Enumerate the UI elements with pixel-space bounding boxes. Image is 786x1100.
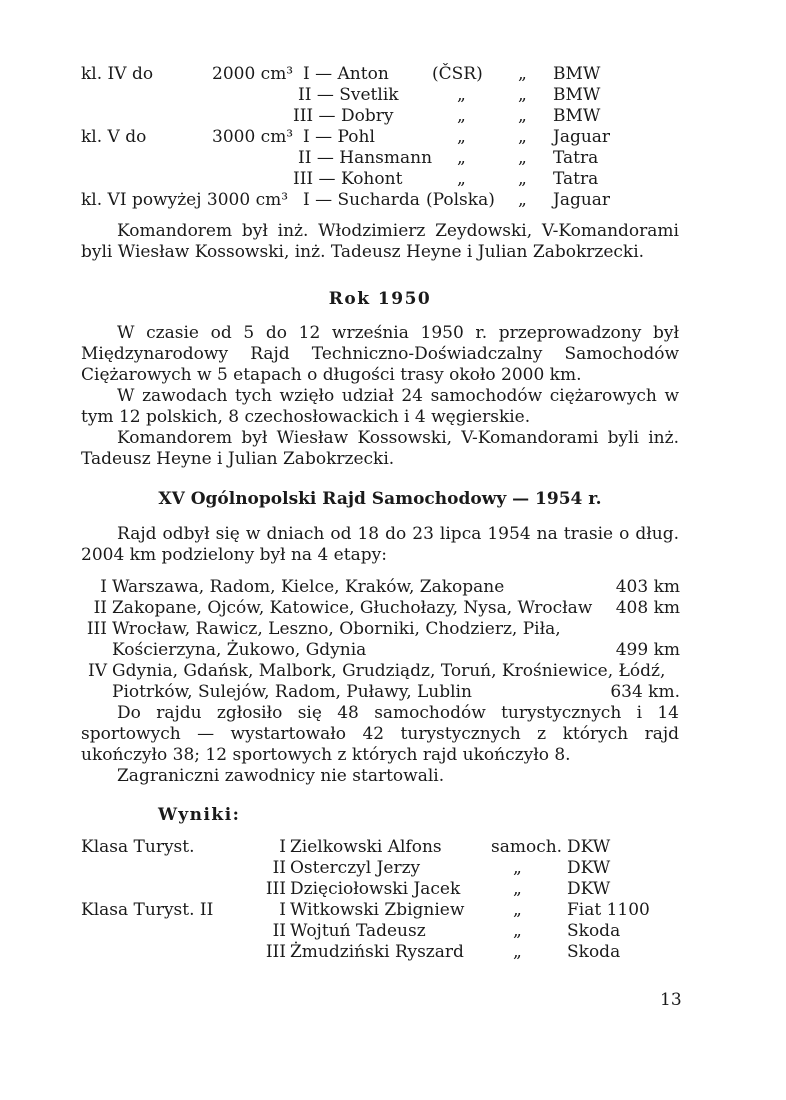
stage-distance: 499 km [615,640,680,660]
class-label: kl. IV do [81,64,154,84]
section-1954-body [81,703,679,787]
results-car: DKW [567,837,611,857]
results-class: Klasa Turyst. II [81,900,214,920]
ditto-mark: „ [513,879,522,899]
stage-route: Zakopane, Ojców, Katowice, Głuchołazy, Nysa, Wrocław [112,598,593,618]
page-number: 13 [660,990,682,1010]
stage-number: III [86,619,107,639]
stage-route-cont: Kościerzyna, Żukowo, Gdynia [112,640,367,660]
place-driver: II — Hansmann [298,148,433,168]
results-place: III [265,879,286,899]
results-driver: Dzięciołowski Jacek [290,879,461,899]
place-driver: II — Svetlik [298,85,399,105]
car-make: BMW [553,64,601,84]
results-driver: Żmudziński Ryszard [290,942,464,962]
results-driver: Zielkowski Alfons [290,837,442,857]
ditto-mark: „ [513,921,522,941]
car-make: BMW [553,85,601,105]
car-make: Jaguar [553,190,611,210]
country: (ČSR) [432,64,483,84]
results-car: Skoda [567,921,621,941]
ditto-mark: „ [457,169,466,189]
ditto-mark: „ [457,148,466,168]
results-car: DKW [567,858,611,878]
stage-route: Gdynia, Gdańsk, Malbork, Grudziądz, Toruń, Krośniewice, Łódź, [112,661,666,681]
results-place: I [279,837,286,857]
results-place: II [272,858,286,878]
ditto-mark: „ [513,900,522,920]
ditto-mark: „ [513,858,522,878]
car-make: Tatra [553,148,599,168]
stage-number: I [100,577,107,597]
results-driver: Osterczyl Jerzy [290,858,421,878]
results-car-label: samoch. [491,837,563,857]
place-driver: I — Anton [303,64,389,84]
place-driver: III — Kohont [293,169,403,189]
stage-number: IV [88,661,107,681]
results-car: Fiat 1100 [567,900,650,920]
class-capacity: 2000 cm³ [212,64,294,84]
stage-distance: 403 km [615,577,680,597]
stage-distance: 408 km [615,598,680,618]
paragraph: Komandorem był inż. Włodzimierz Zeydowski, V-Komandorami byli Wiesław Kossowski, inż. Tadeusz Heyne i Julian Zabokrzecki. [81,221,679,262]
ditto-mark: „ [457,127,466,147]
ditto-mark: „ [518,169,527,189]
stage-distance: 634 km. [610,682,680,702]
car-make: BMW [553,106,601,126]
class-capacity: 3000 cm³ [212,127,294,147]
stage-number: II [93,598,107,618]
place-driver: III — Dobry [293,106,394,126]
ditto-mark: „ [518,148,527,168]
place-driver: I — Pohl [303,127,375,147]
stage-route: Wrocław, Rawicz, Leszno, Oborniki, Chodzierz, Piła, [112,619,561,639]
ditto-mark: „ [518,85,527,105]
section-1954-intro [81,524,679,566]
ditto-mark: „ [518,106,527,126]
ditto-mark: „ [457,106,466,126]
results-car: Skoda [567,942,621,962]
stage-route-cont: Piotrków, Sulejów, Radom, Puławy, Lublin [112,682,472,702]
section-heading-1954: XV Ogólnopolski Rajd Samochodowy — 1954 r. [158,489,602,509]
class-label: kl. VI powyżej 3000 cm³ [81,190,289,210]
results-place: I [279,900,286,920]
paragraph: W czasie od 5 do 12 września 1950 r. przeprowadzony był Międzynarodowy Rajd Techniczno-Doświadczalny Samochodów Ciężarowych w 5 etapach o długości trasy około 2000 km. [81,323,679,385]
section-1950-body [81,323,679,470]
place-driver: I — Sucharda [303,190,420,210]
country: (Polska) [426,190,495,210]
paragraph: W zawodach tych wzięło udział 24 samochodów ciężarowych w tym 12 polskich, 8 czechosłowackich i 4 węgierskie. [81,386,679,427]
results-place: III [265,942,286,962]
paragraph: Do rajdu zgłosiło się 48 samochodów turystycznych i 14 sportowych — wystartowało 42 turystycznych z których rajd ukończyło 38; 12 sportowych z których rajd ukończyło 8. [81,703,679,765]
paragraph: Rajd odbył się w dniach od 18 do 23 lipca 1954 na trasie o dług. 2004 km podzielony był na 4 etapy: [81,524,679,565]
stage-route: Warszawa, Radom, Kielce, Kraków, Zakopane [112,577,505,597]
ditto-mark: „ [513,942,522,962]
class-label: kl. V do [81,127,147,147]
ditto-mark: „ [518,64,527,84]
commanders-1949 [81,221,679,263]
car-make: Tatra [553,169,599,189]
results-place: II [272,921,286,941]
ditto-mark: „ [518,190,527,210]
paragraph: Komandorem był Wiesław Kossowski, V-Komandorami byli inż. Tadeusz Heyne i Julian Zabokrzecki. [81,428,679,469]
section-heading-1950: Rok 1950 [328,289,432,309]
results-driver: Witkowski Zbigniew [290,900,465,920]
results-driver: Wojtuń Tadeusz [290,921,426,941]
results-car: DKW [567,879,611,899]
car-make: Jaguar [553,127,611,147]
paragraph: Zagraniczni zawodnicy nie startowali. [117,766,445,786]
results-heading: Wyniki: [158,805,241,825]
ditto-mark: „ [457,85,466,105]
results-class: Klasa Turyst. [81,837,195,857]
ditto-mark: „ [518,127,527,147]
